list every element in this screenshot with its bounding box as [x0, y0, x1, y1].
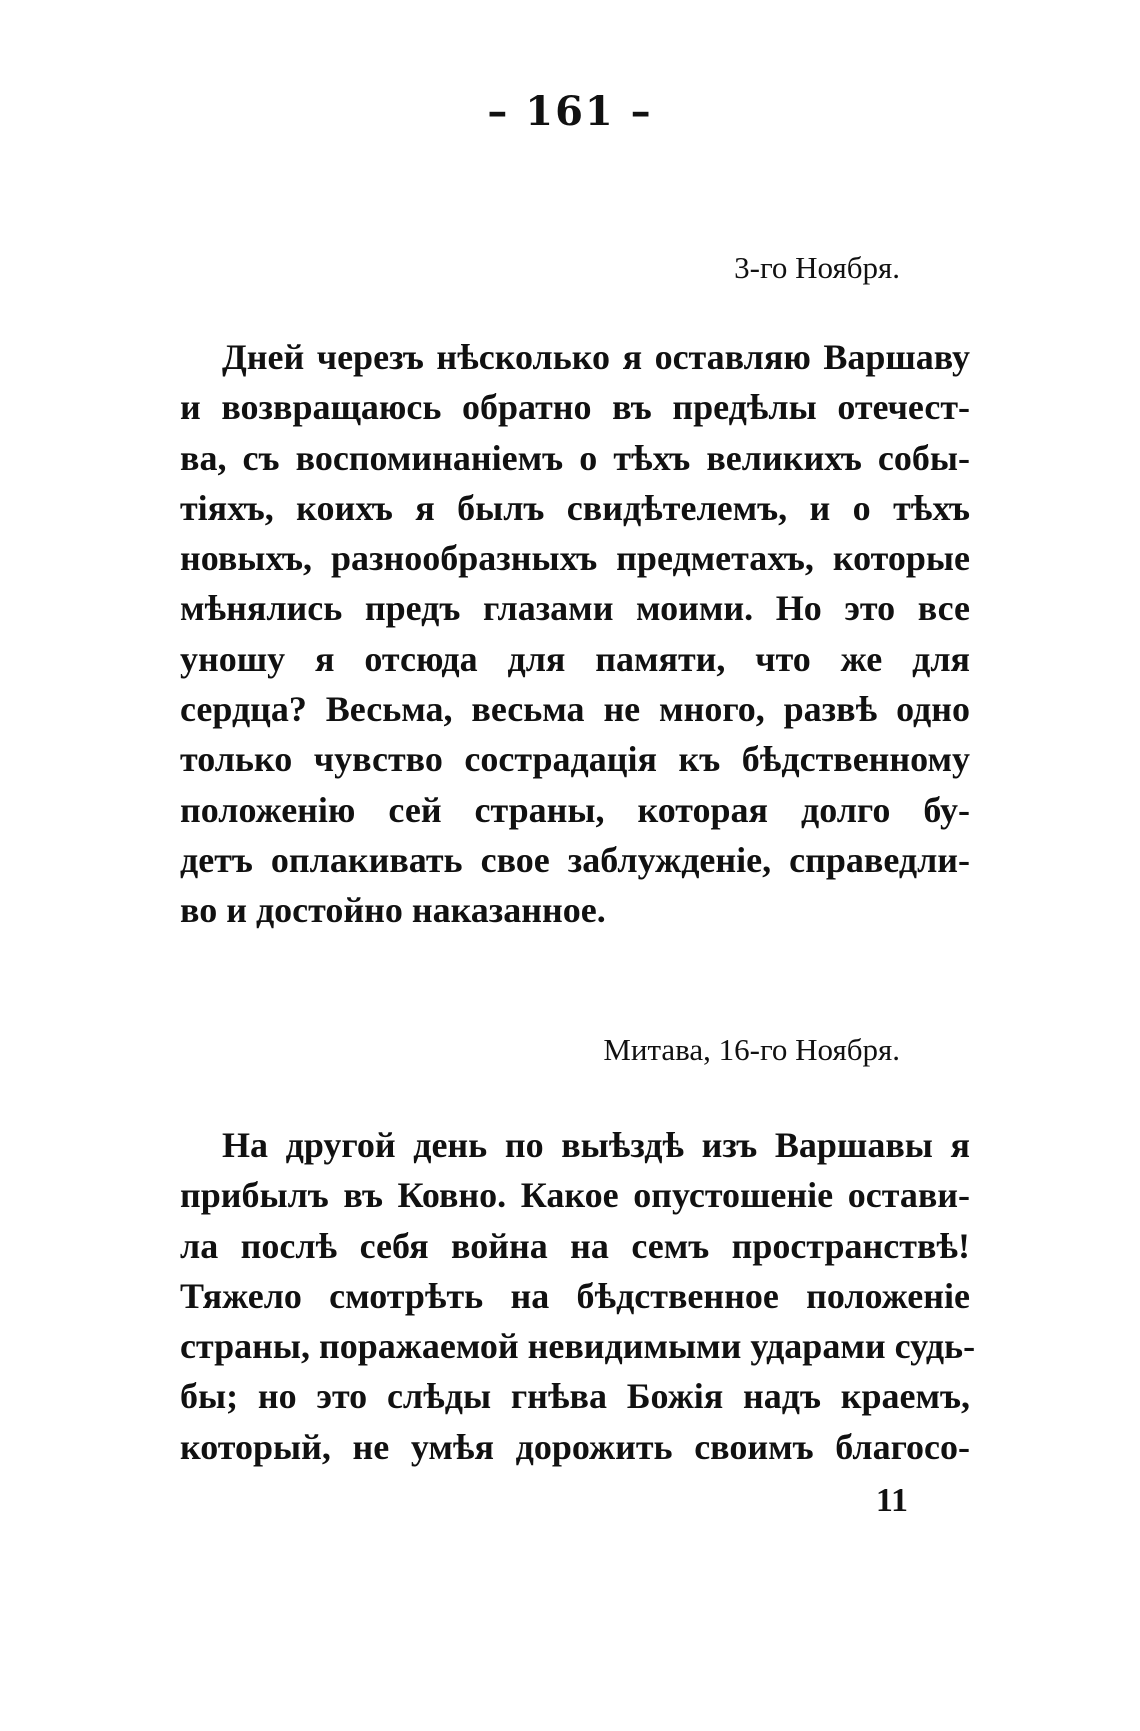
dateline: 3-го Ноября.	[734, 250, 900, 285]
text-line: Дней черезъ нѣсколько я оставляю Варшаву	[222, 337, 970, 377]
text-line: На другой день по выѣздѣ изъ Варшавы я	[222, 1125, 970, 1165]
text-line: бы; но это слѣды гнѣва Божія надъ краемъ,	[180, 1376, 970, 1417]
text-line: мѣнялись предъ глазами моими. Но это все	[180, 588, 970, 629]
signature-mark: 11	[875, 1482, 908, 1519]
text-line: прибылъ въ Ковно. Какое опустошеніе остави-	[180, 1175, 970, 1216]
text-line: который, не умѣя дорожить своимъ благосо-	[180, 1426, 970, 1467]
text-line: страны, поражаемой невидимыми ударами судь-	[180, 1326, 976, 1367]
text-line: положенію сей страны, которая долго бу-	[180, 789, 970, 830]
page-number: – 161 –	[487, 88, 653, 135]
text-line: только чувство сострадація къ бѣдственному	[180, 739, 970, 780]
text-line: новыхъ, разнообразныхъ предметахъ, которые	[180, 538, 970, 579]
text-line: ва, съ воспоминаніемъ о тѣхъ великихъ собы-	[180, 437, 970, 478]
paragraph	[180, 1120, 976, 1472]
text-line: сердца? Весьма, весьма не много, развѣ одно	[180, 689, 970, 730]
text-line: и возвращаюсь обратно въ предѣлы отечест-	[180, 387, 970, 428]
text-line: во и достойно наказанное.	[180, 890, 606, 931]
text-line: тіяхъ, коихъ я былъ свидѣтелемъ, и о тѣхъ	[180, 487, 970, 528]
text-line: уношу я отсюда для памяти, что же для	[180, 638, 970, 679]
paragraph	[180, 332, 970, 936]
dateline: Митава, 16-го Ноября.	[603, 1032, 900, 1067]
text-line: Тяжело смотрѣть на бѣдственное положеніе	[180, 1275, 970, 1316]
text-line: ла послѣ себя война на семъ пространствѣ!	[180, 1225, 970, 1266]
text-line: детъ оплакивать свое заблужденіе, справедли-	[180, 839, 970, 880]
